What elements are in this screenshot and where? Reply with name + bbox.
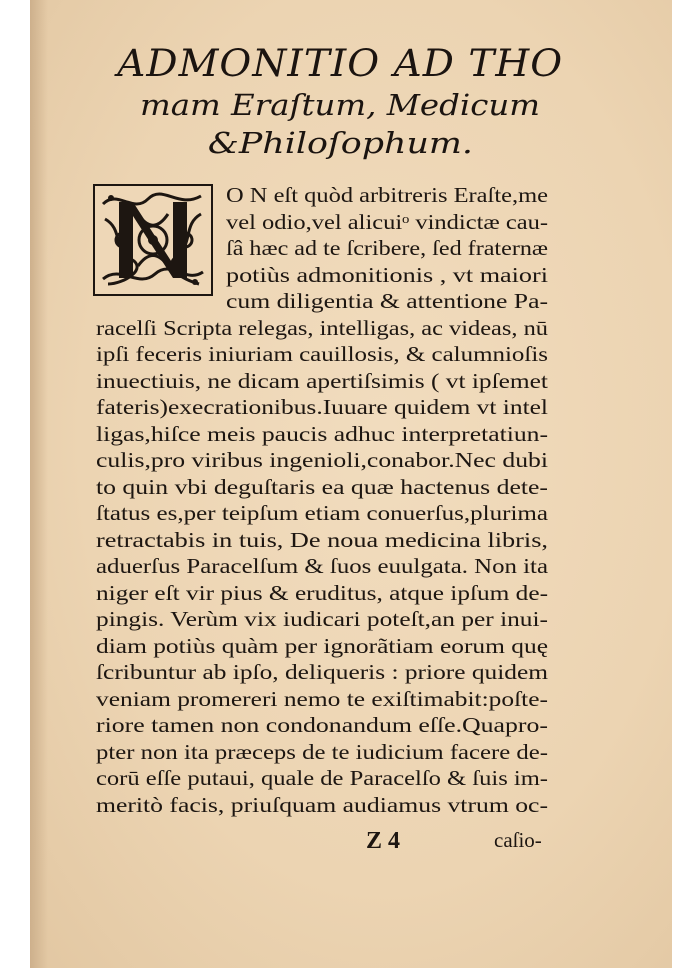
text-line: ſâ hæc ad te ſcribere, ſed fraternæ [226,236,548,260]
text-line: racelſi Scripta relegas, intelligas, ac videas, nū [96,315,548,340]
text-line: diam potiùs quàm per ignorãtiam eorum quę [96,633,548,658]
catchword: caſio- [494,828,542,852]
text-line: aduerſus Paracelſum & ſuos euulgata. Non ita [96,554,548,578]
text-line: ſtatus es,per teipſum etiam conuerſus,plurima [96,501,548,525]
text-line: ſcribuntur ab ipſo, deliqueris : priore quidem [96,660,548,684]
heading-line-3: &Philoſophum. [207,126,473,160]
text-line: pingis. Verùm vix iudicari poteſt,an per inui- [96,607,548,631]
text-line: niger eſt vir pius & eruditus, atque ipſum de- [96,580,548,605]
text-line: vel odio,vel alicuiᵒ vindictæ cau- [226,209,548,234]
decorated-initial-n-icon [93,184,213,296]
signature-mark: Z 4 [366,828,401,854]
text-line: ligas,hiſce meis paucis adhuc interpretatiun- [96,421,548,446]
text-line: retractabis in tuis, De noua medicina libris, [96,527,548,552]
text-line: corū eſſe putaui, quale de Paracelſo & ſuis im- [96,766,548,790]
text-line: to quin vbi deguſtaris ea quæ hactenus dete- [96,474,548,499]
page-gutter-shadow [30,0,48,968]
text-line: ipſi feceris iniuriam cauillosis, & calumnioſis [96,342,548,366]
heading-line-1: ADMONITIO AD THO [116,42,563,85]
heading-line-2: mam Eraſtum, Medicum [139,88,540,122]
text-line: cum diligentia & attentione Pa- [226,289,548,313]
text-line: potiùs admonitionis , vt maiori [226,262,548,287]
text-line: veniam promereri nemo te exiſtimabit:poſte- [96,686,548,711]
text-line: culis,pro viribus ingenioli,conabor.Nec dubi [96,448,548,472]
text-line: meritò facis, priuſquam audiamus vtrum oc- [96,792,548,817]
text-line: riore tamen non condonandum eſſe.Quapro- [96,713,548,737]
text-line: O N eſt quòd arbitreris Eraſte,me [226,183,548,207]
text-line: fateris)execrationibus.Iuuare quidem vt intel [96,395,548,419]
text-line: pter non ita præceps de te iudicium facere de- [96,739,548,764]
text-line: inuectiuis, ne dicam apertiſsimis ( vt ipſemet [96,368,548,393]
